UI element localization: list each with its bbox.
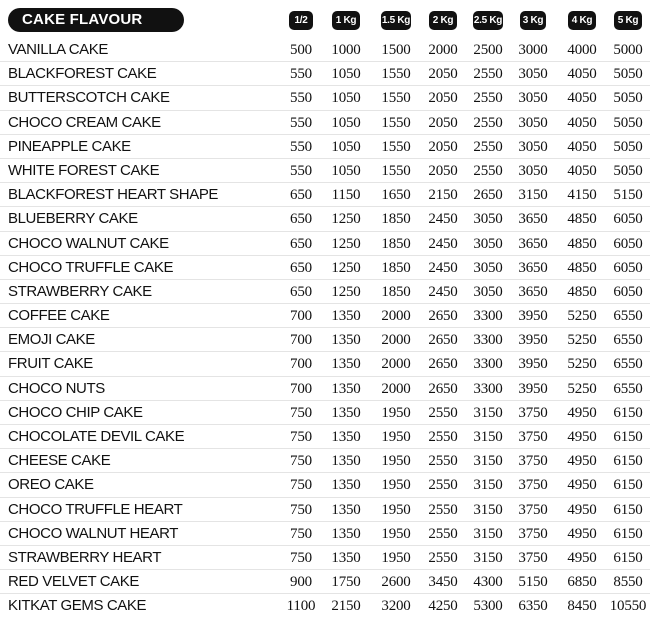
price-cell: 750 [290, 477, 312, 494]
price-cell: 1350 [331, 477, 361, 494]
price-cell: 2050 [428, 138, 458, 155]
table-row [0, 473, 650, 497]
price-cell: 2000 [381, 380, 411, 397]
price-cell: 2450 [428, 283, 458, 300]
price-cell: 6350 [518, 598, 548, 615]
price-cell: 3050 [518, 66, 548, 83]
price-cell: 6150 [613, 404, 643, 421]
flavour-name: STRAWBERRY CAKE [8, 282, 152, 300]
price-cell: 700 [290, 380, 312, 397]
price-cell: 6150 [613, 477, 643, 494]
size-header: 1.5 Kg [381, 11, 411, 30]
price-cell: 2450 [428, 235, 458, 252]
flavour-name: CHOCO WALNUT CAKE [8, 234, 169, 252]
price-table [0, 38, 650, 619]
price-cell: 3300 [473, 380, 503, 397]
price-cell: 650 [290, 187, 312, 204]
price-cell: 4950 [567, 477, 597, 494]
price-cell: 8550 [613, 574, 643, 591]
price-cell: 2150 [428, 187, 458, 204]
table-row [0, 280, 650, 304]
price-cell: 1050 [331, 90, 361, 107]
price-cell: 3150 [518, 187, 548, 204]
price-cell: 500 [290, 42, 312, 58]
price-cell: 4850 [567, 283, 597, 300]
price-cell: 10550 [609, 598, 647, 615]
price-cell: 2550 [428, 404, 458, 421]
price-cell: 2450 [428, 259, 458, 276]
price-cell: 2650 [428, 308, 458, 325]
price-cell: 3300 [473, 332, 503, 349]
price-cell: 1550 [381, 138, 411, 155]
price-cell: 3650 [518, 211, 548, 228]
flavour-name: VANILLA CAKE [8, 41, 108, 58]
price-cell: 2600 [381, 574, 411, 591]
price-cell: 4050 [567, 114, 597, 131]
table-row [0, 570, 650, 594]
price-cell: 650 [290, 235, 312, 252]
price-cell: 3950 [518, 380, 548, 397]
price-cell: 6550 [613, 380, 643, 397]
price-cell: 1250 [331, 283, 361, 300]
price-cell: 1750 [331, 574, 361, 591]
price-cell: 1850 [381, 259, 411, 276]
price-cell: 2500 [473, 42, 503, 58]
price-cell: 700 [290, 356, 312, 373]
price-cell: 8450 [567, 598, 597, 615]
price-cell: 650 [290, 211, 312, 228]
table-row [0, 304, 650, 328]
price-cell: 1050 [331, 138, 361, 155]
price-cell: 3050 [518, 138, 548, 155]
price-cell: 1150 [331, 187, 361, 204]
price-cell: 3650 [518, 283, 548, 300]
price-cell: 5250 [567, 356, 597, 373]
price-cell: 2150 [331, 598, 361, 615]
price-cell: 4950 [567, 404, 597, 421]
price-cell: 1950 [381, 404, 411, 421]
table-row [0, 546, 650, 570]
price-cell: 3150 [473, 404, 503, 421]
flavour-name: BLACKFOREST HEART SHAPE [8, 186, 219, 204]
price-cell: 5150 [613, 187, 643, 204]
price-cell: 1850 [381, 235, 411, 252]
price-cell: 2550 [473, 66, 503, 83]
price-cell: 6050 [613, 259, 643, 276]
price-cell: 4150 [567, 187, 597, 204]
price-cell: 750 [290, 453, 312, 470]
price-cell: 2550 [473, 114, 503, 131]
price-cell: 900 [290, 574, 312, 591]
price-cell: 1250 [331, 211, 361, 228]
price-cell: 1250 [331, 259, 361, 276]
price-cell: 2050 [428, 66, 458, 83]
price-cell: 6050 [613, 211, 643, 228]
price-cell: 2000 [381, 356, 411, 373]
price-cell: 1350 [331, 549, 361, 566]
table-row [0, 38, 650, 62]
size-header: 1/2 Kg [289, 11, 313, 30]
price-cell: 550 [290, 162, 312, 179]
price-cell: 550 [290, 114, 312, 131]
price-cell: 3050 [518, 114, 548, 131]
price-cell: 1950 [381, 429, 411, 445]
size-header: 1 Kg [332, 11, 360, 30]
flavour-name: CHOCOLATE DEVIL CAKE [8, 428, 185, 445]
price-cell: 4050 [567, 66, 597, 83]
flavour-name: RED VELVET CAKE [8, 573, 139, 591]
price-cell: 1950 [381, 501, 411, 518]
price-cell: 1000 [331, 42, 361, 58]
price-cell: 5050 [613, 90, 643, 107]
price-cell: 3150 [473, 501, 503, 518]
price-cell: 2550 [473, 162, 503, 179]
size-header: 3 Kg [520, 11, 546, 30]
table-row [0, 449, 650, 473]
table-row [0, 425, 650, 449]
price-cell: 2550 [428, 429, 458, 445]
price-cell: 3050 [473, 259, 503, 276]
flavour-name: BUTTERSCOTCH CAKE [8, 89, 170, 107]
price-cell: 2650 [428, 380, 458, 397]
price-cell: 2550 [428, 477, 458, 494]
price-cell: 1850 [381, 283, 411, 300]
price-cell: 3750 [518, 404, 548, 421]
price-cell: 3000 [518, 42, 548, 58]
price-cell: 3150 [473, 429, 503, 445]
price-cell: 1350 [331, 404, 361, 421]
flavour-name: CHEESE CAKE [8, 452, 111, 470]
price-cell: 3050 [473, 211, 503, 228]
price-cell: 1350 [331, 380, 361, 397]
flavour-name: BLUEBERRY CAKE [8, 210, 138, 228]
table-row [0, 328, 650, 352]
price-cell: 1350 [331, 308, 361, 325]
price-cell: 1550 [381, 162, 411, 179]
price-cell: 3950 [518, 332, 548, 349]
price-cell: 3150 [473, 549, 503, 566]
price-cell: 2650 [473, 187, 503, 204]
flavour-name: CHOCO NUTS [8, 379, 105, 397]
price-cell: 4950 [567, 549, 597, 566]
price-cell: 4300 [473, 574, 503, 591]
price-cell: 700 [290, 308, 312, 325]
price-cell: 4000 [567, 42, 597, 58]
price-cell: 2000 [428, 42, 458, 58]
price-cell: 4050 [567, 138, 597, 155]
price-cell: 2550 [428, 549, 458, 566]
table-row [0, 522, 650, 546]
price-cell: 700 [290, 332, 312, 349]
price-cell: 4850 [567, 211, 597, 228]
price-cell: 6150 [613, 501, 643, 518]
flavour-name: WHITE FOREST CAKE [8, 161, 160, 179]
flavour-name: EMOJI CAKE [8, 331, 95, 349]
table-row [0, 498, 650, 522]
size-header: 5 Kg [614, 11, 642, 30]
size-header: 4 Kg [568, 11, 596, 30]
price-cell: 2550 [473, 90, 503, 107]
table-row [0, 232, 650, 256]
price-cell: 2050 [428, 114, 458, 131]
price-cell: 4950 [567, 501, 597, 518]
price-cell: 3750 [518, 549, 548, 566]
price-cell: 6550 [613, 332, 643, 349]
table-row [0, 207, 650, 231]
flavour-name: CHOCO TRUFFLE CAKE [8, 258, 174, 276]
price-cell: 1100 [286, 598, 316, 615]
table-row [0, 183, 650, 207]
price-cell: 6050 [613, 235, 643, 252]
price-cell: 1050 [331, 162, 361, 179]
price-cell: 1350 [331, 501, 361, 518]
price-cell: 1950 [381, 477, 411, 494]
price-cell: 1950 [381, 549, 411, 566]
price-cell: 3750 [518, 429, 548, 445]
price-cell: 5050 [613, 162, 643, 179]
flavour-name: COFFEE CAKE [8, 307, 110, 325]
size-header: 2 Kg [429, 11, 457, 30]
price-cell: 1050 [331, 66, 361, 83]
price-cell: 2000 [381, 308, 411, 325]
price-cell: 3650 [518, 259, 548, 276]
price-cell: 3300 [473, 356, 503, 373]
price-cell: 1950 [381, 525, 411, 542]
price-cell: 2450 [428, 211, 458, 228]
price-cell: 1550 [381, 90, 411, 107]
price-cell: 5250 [567, 380, 597, 397]
price-cell: 5050 [613, 138, 643, 155]
table-row [0, 377, 650, 401]
price-cell: 750 [290, 501, 312, 518]
price-cell: 5250 [567, 308, 597, 325]
price-cell: 2000 [381, 332, 411, 349]
price-cell: 1550 [381, 66, 411, 83]
price-cell: 750 [290, 525, 312, 542]
flavour-name: BLACKFOREST CAKE [8, 65, 157, 83]
flavour-name: OREO CAKE [8, 476, 94, 494]
price-cell: 3950 [518, 308, 548, 325]
price-cell: 1650 [381, 187, 411, 204]
price-cell: 4850 [567, 235, 597, 252]
price-cell: 1350 [331, 429, 361, 445]
price-cell: 6150 [613, 429, 643, 445]
price-cell: 4950 [567, 429, 597, 445]
price-cell: 750 [290, 429, 312, 445]
price-cell: 5000 [613, 42, 643, 58]
price-cell: 3200 [381, 598, 411, 615]
price-cell: 3050 [473, 235, 503, 252]
menu-title: CAKE FLAVOUR [8, 8, 184, 32]
size-header: 2.5 Kg [473, 11, 503, 30]
table-row [0, 111, 650, 135]
price-cell: 6050 [613, 283, 643, 300]
price-cell: 750 [290, 404, 312, 421]
price-cell: 2550 [428, 501, 458, 518]
flavour-name: KITKAT GEMS CAKE [8, 597, 147, 615]
table-row [0, 86, 650, 110]
price-cell: 2650 [428, 356, 458, 373]
flavour-name: CHOCO CREAM CAKE [8, 113, 161, 131]
price-cell: 3950 [518, 356, 548, 373]
price-cell: 3050 [518, 162, 548, 179]
price-cell: 1250 [331, 235, 361, 252]
price-cell: 4850 [567, 259, 597, 276]
price-cell: 4950 [567, 525, 597, 542]
price-cell: 4050 [567, 90, 597, 107]
price-cell: 3050 [518, 90, 548, 107]
price-cell: 3150 [473, 477, 503, 494]
table-row [0, 352, 650, 376]
table-row [0, 135, 650, 159]
flavour-name: CHOCO CHIP CAKE [8, 403, 143, 421]
price-cell: 3050 [473, 283, 503, 300]
flavour-name: PINEAPPLE CAKE [8, 137, 131, 155]
price-cell: 3150 [473, 525, 503, 542]
price-cell: 550 [290, 66, 312, 83]
price-cell: 1850 [381, 211, 411, 228]
table-row [0, 62, 650, 86]
price-cell: 2050 [428, 90, 458, 107]
price-cell: 3300 [473, 308, 503, 325]
price-cell: 6150 [613, 525, 643, 542]
price-cell: 1550 [381, 114, 411, 131]
price-cell: 6550 [613, 356, 643, 373]
price-cell: 650 [290, 259, 312, 276]
price-cell: 3150 [473, 453, 503, 470]
price-cell: 3750 [518, 453, 548, 470]
price-cell: 5050 [613, 66, 643, 83]
price-cell: 550 [290, 138, 312, 155]
price-cell: 3750 [518, 477, 548, 494]
price-cell: 3650 [518, 235, 548, 252]
price-cell: 1500 [381, 42, 411, 58]
price-cell: 3450 [428, 574, 458, 591]
price-cell: 2550 [428, 525, 458, 542]
price-cell: 550 [290, 90, 312, 107]
price-cell: 1350 [331, 453, 361, 470]
price-cell: 5300 [473, 598, 503, 615]
price-cell: 4950 [567, 453, 597, 470]
price-cell: 4250 [428, 598, 458, 615]
price-cell: 750 [290, 549, 312, 566]
price-cell: 6150 [613, 453, 643, 470]
flavour-name: CHOCO WALNUT HEART [8, 524, 179, 542]
price-cell: 3750 [518, 501, 548, 518]
price-cell: 2650 [428, 332, 458, 349]
price-cell: 1350 [331, 356, 361, 373]
flavour-name: STRAWBERRY HEART [8, 548, 162, 566]
flavour-name: CHOCO TRUFFLE HEART [8, 500, 183, 518]
price-cell: 4050 [567, 162, 597, 179]
flavour-name: FRUIT CAKE [8, 355, 93, 373]
price-cell: 6850 [567, 574, 597, 591]
price-cell: 1050 [331, 114, 361, 131]
price-cell: 1950 [381, 453, 411, 470]
table-row [0, 256, 650, 280]
price-cell: 650 [290, 283, 312, 300]
price-cell: 5150 [518, 574, 548, 591]
price-cell: 3750 [518, 525, 548, 542]
price-cell: 5050 [613, 114, 643, 131]
price-cell: 2550 [473, 138, 503, 155]
table-row [0, 594, 650, 618]
price-cell: 2550 [428, 453, 458, 470]
table-row [0, 159, 650, 183]
price-cell: 6150 [613, 549, 643, 566]
price-cell: 6550 [613, 308, 643, 325]
table-row [0, 401, 650, 425]
price-cell: 1350 [331, 332, 361, 349]
price-cell: 1350 [331, 525, 361, 542]
price-cell: 5250 [567, 332, 597, 349]
price-cell: 2050 [428, 162, 458, 179]
menu-header [0, 8, 650, 45]
